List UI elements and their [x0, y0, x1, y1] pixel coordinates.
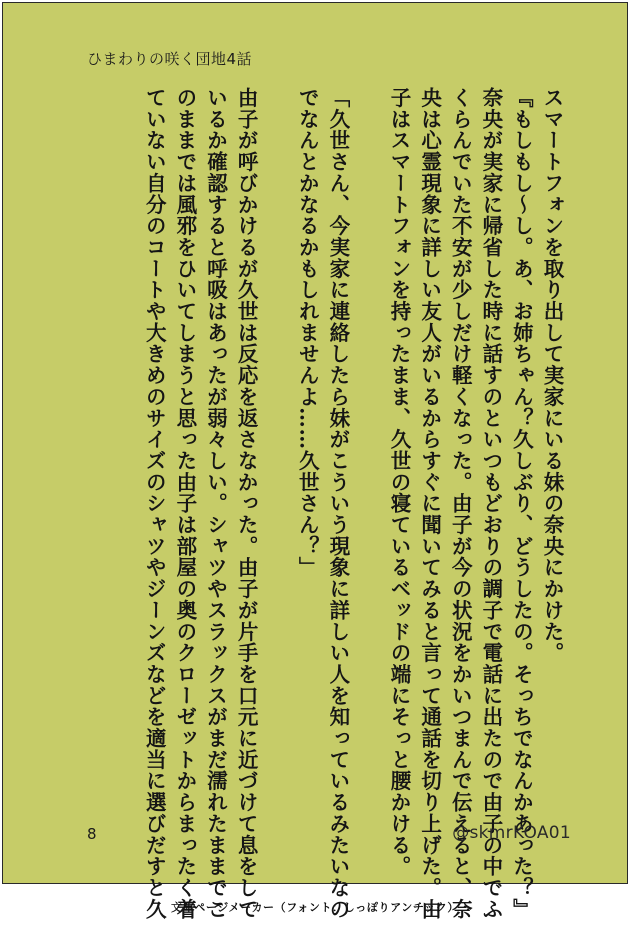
blank-line: [261, 87, 292, 767]
author-handle: @skmrKOA01: [452, 823, 571, 843]
generator-caption: 文庫ページメーカー（フォント：しっぽりアンチック）: [171, 901, 459, 914]
blank-line: [353, 87, 384, 767]
text-line: 由子が呼びかけるが久世は反応を返さなかった。由子が片手を口元に近づけて息をして: [234, 87, 259, 920]
text-line: 央は心霊現象に詳しい友人がいるからすぐに聞いてみると言って通話を切り上げた。由: [417, 87, 442, 920]
text-line: 奈央が実家に帰省した時に話すのといつもどおりの調子で電話に出たので由子の中でふ: [478, 87, 503, 920]
story-title: ひまわりの咲く団地4話: [87, 50, 253, 68]
text-line: 「久世さん、今実家に連絡したら妹がこういう現象に詳しい人を知っているみたいなの: [325, 87, 350, 920]
text-line: スマートフォンを取り出して実家にいる妹の奈央にかけた。: [540, 87, 564, 664]
text-line: のままでは風邪をひいてしまうと思った由子は部屋の奥のクローゼットからまったく着: [172, 87, 197, 920]
text-line: いるか確認すると呼吸はあったが弱々しい。シャツやスラックスがまだ濡れたままでこ: [203, 87, 228, 920]
page-number: 8: [87, 825, 97, 843]
text-line: ていない自分のコートや大きめのサイズのシャツやジーンズなどを適当に選びだすと久: [142, 87, 167, 920]
text-line: 『もしもし〜し。あ、お姉ちゃん？久しぶり、どうしたの。そっちでなんかあった？』: [509, 87, 534, 920]
text-line: 子はスマートフォンを持ったまま、久世の寝ているベッドの端にそっと腰かける。: [387, 87, 412, 877]
text-line: くらんでいた不安が少しだけ軽くなった。由子が今の状況をかいつまんで伝えると、奈: [448, 87, 473, 920]
text-line: でなんとかなるかもしれませんよ……久世さん？」: [295, 87, 320, 579]
